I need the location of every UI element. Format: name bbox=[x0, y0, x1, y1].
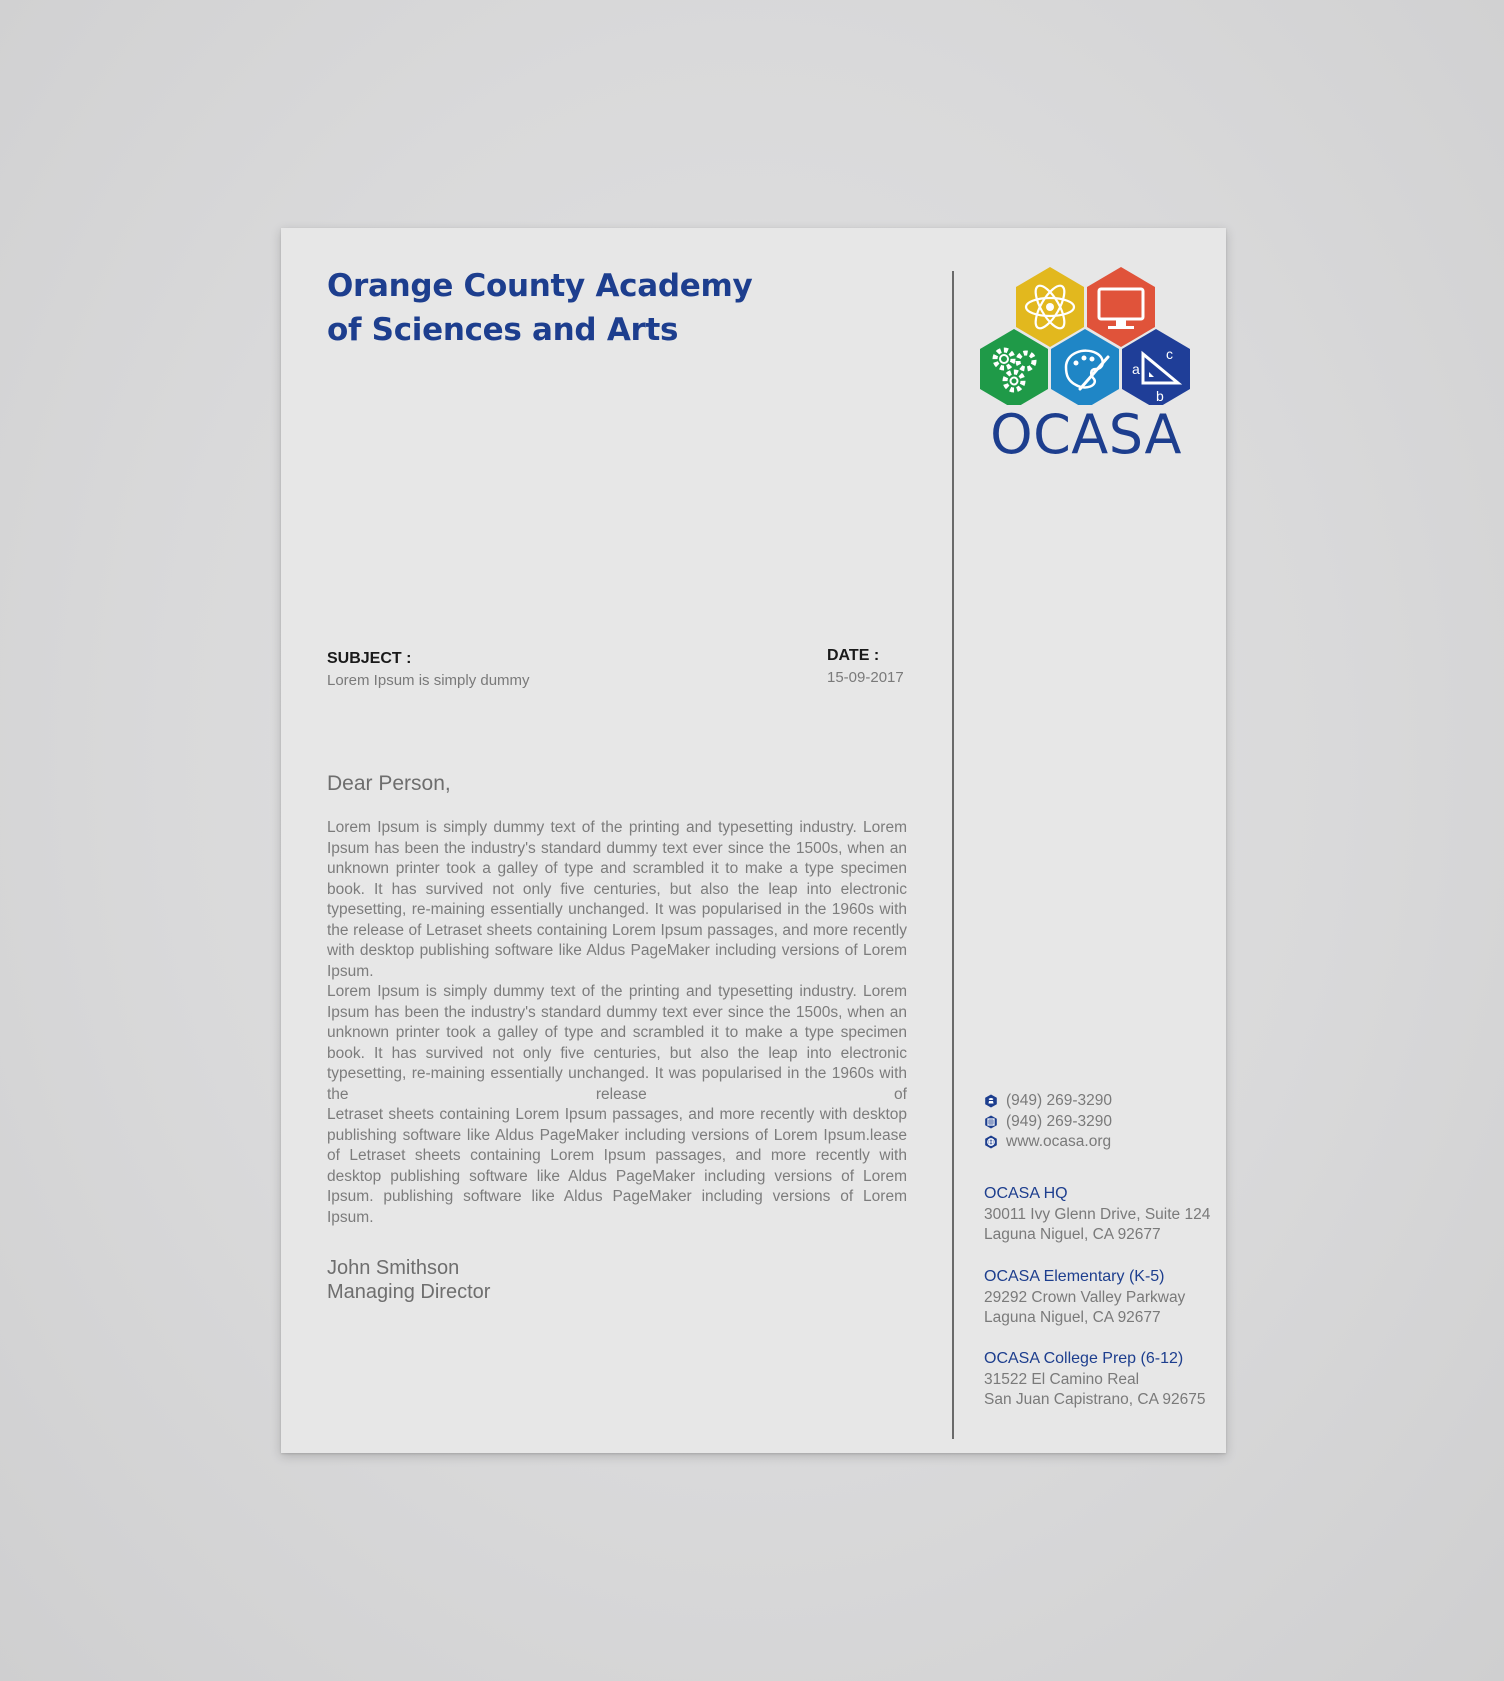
office-address-line: San Juan Capistrano, CA 92675 bbox=[984, 1391, 1206, 1408]
hexagon-cluster-icon bbox=[978, 265, 1198, 405]
office-address-line: Laguna Niguel, CA 92677 bbox=[984, 1309, 1161, 1326]
subject-value: Lorem Ipsum is simply dummy bbox=[327, 672, 530, 689]
logo-letter-c: c bbox=[1166, 346, 1173, 362]
organization-name-line-1: Orange County Academy bbox=[327, 268, 753, 304]
body-paragraph-1: Lorem Ipsum is simply dummy text of the printing and typesetting industry. Lorem Ipsum has been the industry's standard dummy text ever since the 1500s, when an unknown printer took a galley of type and scrambled it to make a type specimen book. It has survived not only five centuries, but also the leap into electronic typesetting, re-maining essentially unchanged. It was popularised in the 1960s with the release of Letraset sheets containing Lorem Ipsum passages, and more recently with desktop publishing software like Aldus PageMaker including versions of Lorem Ipsum. bbox=[327, 819, 907, 980]
salutation: Dear Person, bbox=[327, 772, 451, 795]
ocasa-logo bbox=[978, 265, 1198, 466]
office-address-line: 31522 El Camino Real bbox=[984, 1370, 1140, 1388]
logo-wordmark: OCASA bbox=[990, 403, 1182, 466]
office-name: OCASA Elementary (K-5) bbox=[984, 1268, 1165, 1285]
office-address-line: Laguna Niguel, CA 92677 bbox=[984, 1226, 1161, 1243]
gears-icon bbox=[980, 329, 1048, 405]
office-college-prep bbox=[984, 1349, 1205, 1411]
signature-title: Managing Director bbox=[327, 1281, 491, 1303]
office-hq bbox=[984, 1184, 1210, 1246]
fax-number[interactable]: (949) 269-3290 bbox=[1006, 1112, 1112, 1130]
globe-icon bbox=[984, 1135, 998, 1149]
date-value: 15-09-2017 bbox=[827, 669, 904, 686]
computer-monitor-icon bbox=[1087, 267, 1155, 347]
office-address-line: 29292 Crown Valley Parkway bbox=[984, 1288, 1186, 1306]
office-address-line: 30011 Ivy Glenn Drive, Suite 124 bbox=[984, 1205, 1211, 1223]
letterhead-sheet bbox=[281, 228, 1226, 1453]
body-paragraph-3: Letraset sheets containing Lorem Ipsum passages, and more recently with desktop publishing software like Aldus PageMaker including versions of Lorem Ipsum.lease of Letraset sheets containing Lorem Ipsum passages, and more recently with desktop publishing software like Aldus PageMaker including versions of Lorem Ipsum. publishing software like Aldus PageMaker including versions of Lorem Ipsum. bbox=[327, 1106, 907, 1226]
date-label: DATE : bbox=[827, 647, 880, 664]
signature-name: John Smithson bbox=[327, 1257, 460, 1279]
website-link[interactable]: www.ocasa.org bbox=[1006, 1133, 1112, 1150]
vertical-divider bbox=[952, 271, 954, 1439]
phone-icon bbox=[984, 1094, 998, 1108]
logo-letter-a: a bbox=[1132, 361, 1140, 377]
body-paragraph-2: Lorem Ipsum is simply dummy text of the printing and typesetting industry. Lorem Ipsum has been the industry's standard dummy text ever since the 1500s, when an unknown printer took a galley of type and scrambled it to make a type specimen book. It has survived not only five centuries, but also the leap into electronic typesetting, re-maining essentially unchanged. It was popularised in the 1960s with the release of bbox=[327, 983, 907, 1103]
fax-row bbox=[984, 1112, 1112, 1133]
website-row bbox=[984, 1132, 1112, 1153]
phone-number[interactable]: (949) 269-3290 bbox=[1006, 1092, 1112, 1109]
phone-row bbox=[984, 1091, 1112, 1112]
atom-icon bbox=[1016, 267, 1084, 347]
fax-icon bbox=[984, 1115, 998, 1129]
logo-letter-b: b bbox=[1156, 388, 1164, 404]
office-elementary bbox=[984, 1267, 1185, 1329]
office-name: OCASA HQ bbox=[984, 1185, 1068, 1202]
office-name: OCASA College Prep (6-12) bbox=[984, 1350, 1184, 1367]
contact-block bbox=[984, 1091, 1112, 1153]
organization-name-line-2: of Sciences and Arts bbox=[327, 312, 679, 348]
subject-label: SUBJECT : bbox=[327, 650, 412, 667]
organization-name bbox=[327, 264, 797, 352]
